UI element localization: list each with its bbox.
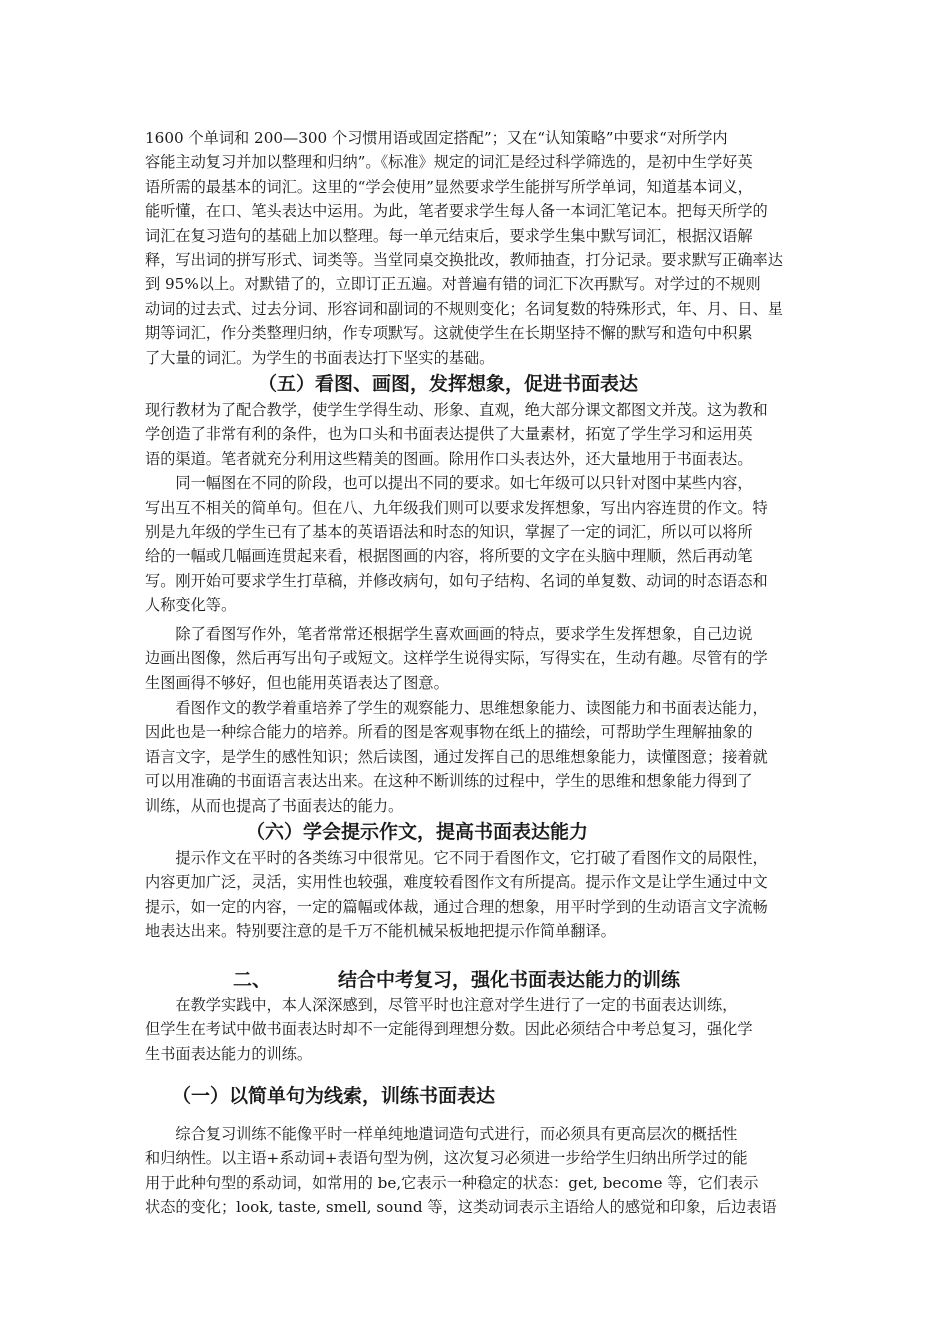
text-line: 语言文字，是学生的感性知识；然后读图，通过发挥自己的思维想象能力，读懂图意；接着就 — [145, 747, 768, 766]
text-line: 因此也是一种综合能力的培养。所看的图是客观事物在纸上的描绘，可帮助学生理解抽象的 — [145, 723, 753, 742]
heading-section-6: （六）学会提示作文，提高书面表达能力 — [246, 821, 589, 843]
text-line: 综合复习训练不能像平时一样单纯地遣词造句式进行，而必须具有更高层次的概括性 — [145, 1125, 738, 1143]
paragraph-picture-writing — [145, 398, 813, 618]
section-2-title: 结合中考复习，强化书面表达能力的训练 — [338, 969, 681, 991]
text-line: 语的渠道。笔者就充分利用这些精美的图画。除用作口头表达外，还大量地用于书面表达。 — [145, 449, 753, 468]
section-2-number: 二、 — [233, 969, 272, 991]
text-line: 现行教材为了配合教学，使学生学得生动、形象、直观，绝大部分课文都图文并茂。这为教和 — [145, 401, 768, 419]
heading-section-5: （五）看图、画图，发挥想象，促进书面表达 — [258, 373, 639, 395]
text-line: 提示作文在平时的各类练习中很常见。它不同于看图作文，它打破了看图作文的局限性， — [145, 849, 768, 867]
text-line: 但学生在考试中做书面表达时却不一定能得到理想分数。因此必须结合中考总复习，强化学 — [145, 1020, 753, 1039]
text-line: 和归纳性。以主语+系动词+表语句型为例，这次复习必须进一步给学生归纳出所学过的能 — [145, 1149, 748, 1168]
paragraph-simple-sentence — [145, 1122, 813, 1220]
text-line: 1600 个单词和 200—300 个习惯用语或固定搭配”；又在“认知策略”中要求“对所学内 — [145, 129, 728, 147]
paragraph-picture-composition — [145, 696, 813, 818]
text-line: 提示，如一定的内容，一定的篇幅或体裁，通过合理的想象，用平时学到的生动语言文字流畅 — [145, 897, 768, 916]
text-line: 在教学实践中，本人深深感到，尽管平时也注意对学生进行了一定的书面表达训练， — [145, 996, 738, 1014]
text-line: 看图作文的教学着重培养了学生的观察能力、思维想象能力、读图能力和书面表达能力， — [145, 699, 768, 717]
paragraph-vocabulary — [145, 126, 813, 370]
text-line: 了大量的词汇。为学生的书面表达打下坚实的基础。 — [145, 348, 495, 367]
paragraph-exam-review — [145, 993, 813, 1066]
text-line: 同一幅图在不同的阶段，也可以提出不同的要求。如七年级可以只针对图中某些内容， — [145, 474, 753, 493]
text-line: 释，写出词的拼写形式、词类等。当堂同桌交换批改，教师抽查，打分记录。要求默写正确率达 — [145, 251, 783, 270]
text-line: 学创造了非常有利的条件，也为口头和书面表达提供了大量素材，拓宽了学生学习和运用英 — [145, 425, 753, 444]
text-line: 写。刚开始可要求学生打草稿，并修改病句，如句子结构、名词的单复数、动词的时态语态和 — [145, 571, 768, 590]
text-line: 内容更加广泛，灵活，实用性也较强，难度较看图作文有所提高。提示作文是让学生通过中文 — [145, 873, 768, 892]
text-line: 动词的过去式、过去分词、形容词和副词的不规则变化；名词复数的特殊形式，年、月、日、星 — [145, 299, 783, 318]
text-line: 人称变化等。 — [145, 596, 237, 615]
text-line: 边画出图像，然后再写出句子或短文。这样学生说得实际，写得实在，生动有趣。尽管有的学 — [145, 649, 768, 668]
paragraph-drawing — [145, 622, 813, 695]
heading-subsection-1: （一）以简单句为线索，训练书面表达 — [172, 1085, 496, 1107]
text-line: 词汇在复习造句的基础上加以整理。每一单元结束后，要求学生集中默写词汇，根据汉语解 — [145, 226, 753, 245]
text-line: 除了看图写作外，笔者常常还根据学生喜欢画画的特点，要求学生发挥想象，自己边说 — [145, 625, 753, 643]
text-line: 用于此种句型的系动词，如常用的 be,它表示一种稳定的状态：get, become 等，它们表示 — [145, 1173, 759, 1192]
text-line: 期等词汇，作分类整理归纳，作专项默写。这就使学生在长期坚持不懈的默写和造句中积累 — [145, 324, 753, 343]
text-line: 容能主动复习并加以整理和归纳”。《标准》规定的词汇是经过科学筛选的，是初中生学好英 — [145, 153, 753, 172]
text-line: 别是九年级的学生已有了基本的英语语法和时态的知识，掌握了一定的词汇，所以可以将所 — [145, 523, 753, 542]
text-line: 到 95%以上。对默错了的，立即订正五遍。对普遍有错的词汇下次再默写。对学过的不规则 — [145, 275, 761, 294]
text-line: 写出互不相关的简单句。但在八、九年级我们则可以要求发挥想象，写出内容连贯的作文。特 — [145, 498, 768, 517]
text-line: 训练，从而也提高了书面表达的能力。 — [145, 796, 404, 815]
text-line: 生书面表达能力的训练。 — [145, 1044, 313, 1063]
text-line: 语所需的最基本的词汇。这里的“学会使用”显然要求学生能拼写所学单词，知道基本词义， — [145, 177, 753, 196]
text-line: 能听懂，在口、笔头表达中运用。为此，笔者要求学生每人备一本词汇笔记本。把每天所学的 — [145, 202, 768, 221]
text-line: 生图画得不够好，但也能用英语表达了图意。 — [145, 673, 449, 692]
text-line: 给的一幅或几幅画连贯起来看，根据图画的内容，将所要的文字在头脑中理顺，然后再动笔 — [145, 547, 753, 566]
text-line: 状态的变化；look, taste, smell, sound 等，这类动词表示主语给人的感觉和印象，后边表语 — [145, 1198, 777, 1217]
paragraph-prompt-composition — [145, 846, 813, 944]
text-line: 可以用准确的书面语言表达出来。在这种不断训练的过程中，学生的思维和想象能力得到了 — [145, 772, 753, 791]
text-line: 地表达出来。特别要注意的是千万不能机械呆板地把提示作简单翻译。 — [145, 922, 616, 941]
